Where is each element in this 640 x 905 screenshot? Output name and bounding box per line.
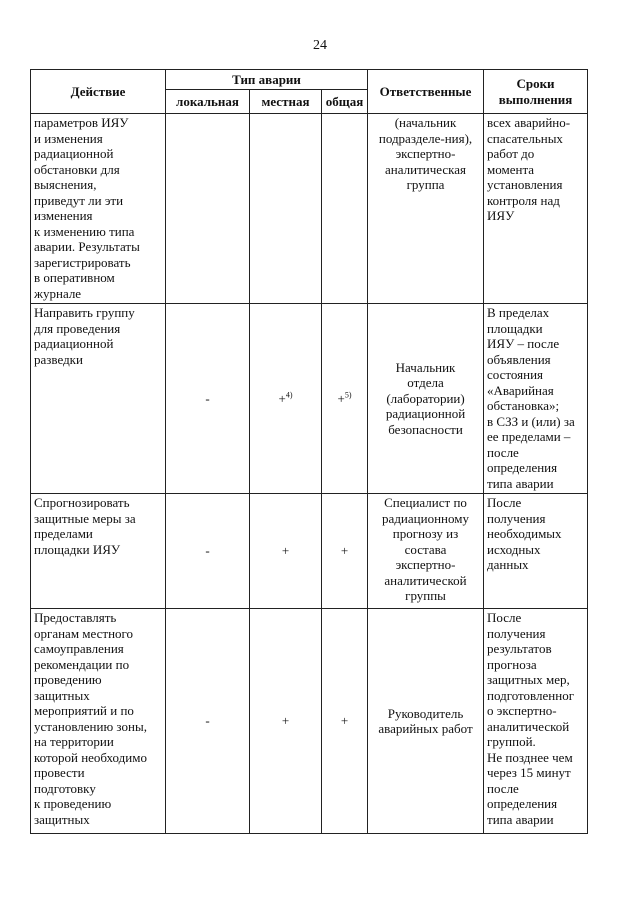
- responsible-cell-line: группа: [406, 177, 445, 192]
- deadline-cell-line: объявления: [487, 351, 551, 367]
- header-general: общая: [322, 90, 368, 114]
- deadline-cell-line: В пределах: [487, 305, 550, 320]
- deadline-cell-line: типа аварии: [487, 475, 554, 491]
- general-cell-value: +: [340, 713, 349, 729]
- local-cell: [166, 494, 250, 609]
- action-cell: [31, 114, 166, 304]
- header-accident-type: Тип аварии: [166, 70, 368, 90]
- action-cell-line: рекомендации по: [34, 656, 130, 672]
- responsible-cell-line: группы: [405, 588, 446, 603]
- responsible-cell: [368, 609, 484, 834]
- deadline-cell-line: Не позднее чем: [487, 749, 573, 765]
- regional-cell-value: +: [281, 543, 290, 559]
- deadline-cell-line: после: [487, 444, 519, 460]
- action-cell-line: органам местного: [34, 625, 134, 641]
- header-responsible: Ответственные: [368, 70, 484, 114]
- action-cell-line: радиационной: [34, 336, 114, 351]
- action-cell-line: подготовку: [34, 780, 96, 796]
- deadline-cell-line: ИЯУ – после: [487, 336, 560, 351]
- action-cell-line: на территории: [34, 734, 114, 749]
- responsible-cell-line: аварийных работ: [378, 721, 473, 736]
- action-cell-line: площадки ИЯУ: [34, 541, 121, 557]
- action-cell-line: радиационной: [34, 146, 114, 161]
- responsible-cell-line: Начальник: [395, 359, 456, 375]
- responsible-cell-line: отдела: [407, 375, 444, 391]
- table-row: [31, 304, 588, 494]
- responsible-cell-line: состава: [404, 541, 447, 557]
- action-cell-line: самоуправления: [34, 641, 124, 656]
- action-cell: [31, 494, 166, 609]
- responsible-cell-line: (начальник: [394, 115, 457, 130]
- deadline-cell-line: получения: [487, 510, 546, 526]
- deadline-cell-line: момента: [487, 161, 535, 177]
- deadline-cell-line: «Аварийная: [487, 382, 554, 398]
- action-cell: [31, 609, 166, 834]
- responsible-cell-line: радиационной: [385, 406, 466, 422]
- deadline-cell-line: типа аварии: [487, 811, 554, 827]
- general-cell: [322, 494, 368, 609]
- deadline-cell-line: группой.: [487, 734, 536, 749]
- table-row: [31, 609, 588, 834]
- action-cell-line: к изменению типа: [34, 223, 135, 239]
- responsible-cell-line: безопасности: [388, 421, 463, 437]
- local-cell-value: -: [205, 713, 210, 729]
- action-cell-line: выяснения,: [34, 177, 97, 192]
- action-cell-line: аварии. Результаты: [34, 239, 140, 254]
- regional-cell: [250, 304, 322, 494]
- deadline-cell-line: результатов: [487, 641, 552, 656]
- regional-cell: [250, 609, 322, 834]
- deadline-cell-line: После: [487, 495, 522, 510]
- general-cell-footnote: 5): [344, 390, 352, 400]
- table-row: [31, 114, 588, 304]
- header-deadline: Сроки выполнения: [484, 70, 588, 114]
- general-cell: [322, 114, 368, 304]
- action-cell-line: изменения: [34, 208, 93, 223]
- action-cell-line: провести: [34, 765, 85, 780]
- action-cell: [31, 304, 166, 494]
- deadline-cell: [484, 494, 588, 609]
- action-cell-line: разведки: [34, 351, 83, 367]
- responsible-cell-line: экспертно-: [395, 557, 456, 572]
- action-cell-line: защитные меры за: [34, 510, 136, 526]
- responsible-cell-line: аналитической: [384, 572, 467, 588]
- action-cell-line: установлению зоны,: [34, 718, 147, 734]
- action-cell-line: параметров ИЯУ: [34, 115, 129, 130]
- responsible-cell: [368, 114, 484, 304]
- responsible-cell-line: Специалист по: [384, 495, 467, 510]
- deadline-cell-line: работ до: [487, 146, 535, 161]
- action-cell-line: зарегистрировать: [34, 254, 131, 270]
- deadline-cell-line: всех аварийно-: [487, 115, 571, 130]
- local-cell-value: -: [205, 543, 210, 559]
- local-cell: [166, 114, 250, 304]
- deadline-cell: [484, 304, 588, 494]
- regional-cell-value: +: [281, 713, 290, 729]
- deadline-cell-line: данных: [487, 557, 529, 572]
- action-cell-line: обстановки для: [34, 161, 120, 177]
- deadline-cell-line: площадки: [487, 320, 543, 336]
- action-cell-line: которой необходимо: [34, 749, 147, 765]
- deadline-cell-line: через 15 минут: [487, 765, 571, 780]
- responsible-cell-line: подразделе-ния),: [378, 130, 473, 146]
- action-cell-line: и изменения: [34, 130, 103, 146]
- regional-cell-footnote: 4): [285, 390, 293, 400]
- deadline-cell-line: контроля над: [487, 192, 560, 208]
- action-cell-line: в оперативном: [34, 270, 115, 285]
- deadline-cell-line: в СЗЗ и (или) за: [487, 413, 575, 429]
- action-cell-line: Направить группу: [34, 305, 135, 320]
- header-action: Действие: [31, 70, 166, 114]
- deadline-cell-line: ИЯУ: [487, 208, 515, 223]
- accident-actions-table: [30, 69, 588, 834]
- deadline-cell-line: спасательных: [487, 130, 563, 146]
- local-cell-value: -: [205, 390, 210, 406]
- responsible-cell: [368, 304, 484, 494]
- action-cell-line: журнале: [34, 285, 82, 301]
- responsible-cell: [368, 494, 484, 609]
- deadline-cell-line: прогноза: [487, 656, 537, 672]
- responsible-cell-line: прогнозу из: [392, 526, 459, 541]
- deadline-cell-line: определения: [487, 460, 558, 475]
- deadline-cell-line: аналитической: [487, 718, 570, 734]
- action-cell-line: пределами: [34, 526, 93, 541]
- deadline-cell-line: исходных: [487, 541, 541, 557]
- regional-cell-value: +: [278, 390, 286, 406]
- general-cell: [322, 609, 368, 834]
- deadline-cell-line: определения: [487, 796, 558, 811]
- general-cell-value: +: [340, 543, 349, 559]
- deadline-cell-line: После: [487, 610, 522, 625]
- deadline-cell-line: получения: [487, 625, 546, 641]
- local-cell: [166, 609, 250, 834]
- action-cell-line: Спрогнозировать: [34, 495, 130, 510]
- responsible-cell-line: радиационному: [382, 510, 469, 526]
- regional-cell: [250, 494, 322, 609]
- action-cell-line: Предоставлять: [34, 610, 117, 625]
- responsible-cell-line: (лаборатории): [386, 390, 465, 406]
- deadline-cell-line: ее пределами –: [487, 429, 571, 444]
- deadline-cell-line: обстановка»;: [487, 398, 560, 413]
- responsible-cell-line: Руководитель: [387, 705, 464, 721]
- responsible-cell-line: экспертно-: [395, 146, 456, 161]
- action-cell-line: защитных: [34, 687, 90, 703]
- deadline-cell-line: защитных мер,: [487, 672, 570, 687]
- deadline-cell-line: о экспертно-: [487, 703, 557, 718]
- header-regional: местная: [250, 90, 322, 114]
- local-cell: [166, 304, 250, 494]
- deadline-cell-line: после: [487, 780, 519, 796]
- page-number: 24: [313, 38, 327, 53]
- action-cell-line: мероприятий и по: [34, 703, 134, 718]
- deadline-cell-line: состояния: [487, 367, 544, 382]
- deadline-cell-line: необходимых: [487, 526, 562, 541]
- responsible-cell-line: аналитическая: [385, 161, 466, 177]
- deadline-cell-line: подготовленног: [487, 687, 575, 703]
- action-cell-line: приведут ли эти: [34, 192, 124, 208]
- general-cell-value: +: [337, 390, 345, 406]
- action-cell-line: к проведению: [34, 796, 112, 811]
- deadline-cell: [484, 114, 588, 304]
- table-row: [31, 494, 588, 609]
- deadline-cell: [484, 609, 588, 834]
- header-local: локальная: [166, 90, 250, 114]
- regional-cell: [250, 114, 322, 304]
- action-cell-line: для проведения: [34, 320, 121, 336]
- action-cell-line: защитных: [34, 811, 90, 827]
- deadline-cell-line: установления: [487, 177, 563, 192]
- action-cell-line: проведению: [34, 672, 102, 687]
- general-cell: [322, 304, 368, 494]
